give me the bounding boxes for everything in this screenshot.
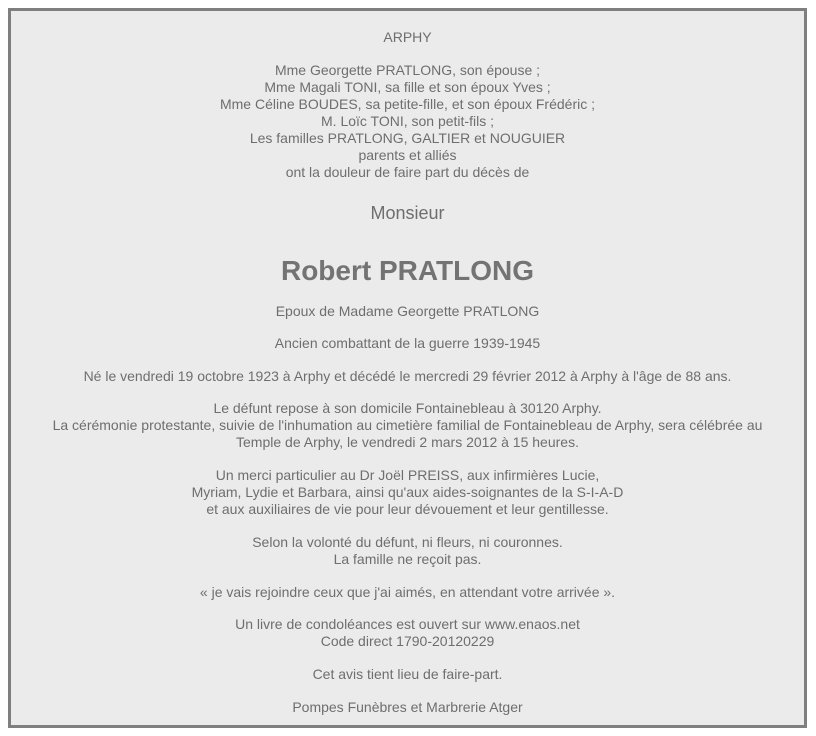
salutation: Monsieur [370, 203, 445, 223]
locality: ARPHY [383, 29, 432, 45]
wishes-line: Selon la volonté du défunt, ni fleurs, ni couronnes. [252, 534, 563, 550]
condolences-paragraph [11, 616, 804, 650]
thanks-paragraph [11, 467, 804, 518]
spouse-line: Epoux de Madame Georgette PRATLONG [275, 303, 540, 319]
condolences-line: Code direct 1790-20120229 [320, 633, 495, 649]
deceased-name: Robert PRATLONG [280, 255, 535, 286]
family-line: ont la douleur de faire part du décès de [285, 164, 530, 180]
family-line: Mme Magali TONI, sa fille et son époux Yves ; [264, 79, 551, 95]
funeral-home: Pompes Funèbres et Marbrerie Atger [292, 699, 523, 715]
family-line: parents et alliés [358, 147, 457, 163]
ceremony-line: Le défunt repose à son domicile Fontainebleau à 30120 Arphy. [213, 400, 602, 416]
ceremony-line: La cérémonie protestante, suivie de l'inhumation au cimetière familial de Fontainebleau de Arphy, sera célébrée au [52, 417, 763, 433]
family-line: Mme Georgette PRATLONG, son épouse ; [274, 62, 541, 78]
family-line: Mme Céline BOUDES, sa petite-fille, et son époux Frédéric ; [219, 96, 596, 112]
condolences-line: Un livre de condoléances est ouvert sur www.enaos.net [235, 616, 580, 632]
thanks-line: Myriam, Lydie et Barbara, ainsi qu'aux aides-soignantes de la S-I-A-D [191, 484, 624, 500]
wishes-line: La famille ne reçoit pas. [333, 551, 482, 567]
birth-death-line: Né le vendredi 19 octobre 1923 à Arphy et décédé le mercredi 29 février 2012 à Arphy à l'âge de 88 ans. [83, 368, 732, 384]
thanks-line: et aux auxiliaires de vie pour leur dévouement et leur gentillesse. [206, 501, 609, 517]
notice-content [11, 11, 804, 716]
family-line: M. Loïc TONI, son petit-fils ; [321, 113, 494, 129]
obituary-notice [8, 8, 807, 728]
quote: « je vais rejoindre ceux que j'ai aimés, en attendant votre arrivée ». [199, 584, 616, 600]
family-line: Les familles PRATLONG, GALTIER et NOUGUIER [249, 130, 566, 146]
thanks-line: Un merci particulier au Dr Joël PREISS, aux infirmières Lucie, [215, 467, 600, 483]
family-announcement [11, 62, 804, 181]
veteran-line: Ancien combattant de la guerre 1939-1945 [274, 335, 541, 351]
wishes-paragraph [11, 534, 804, 568]
notice-line: Cet avis tient lieu de faire-part. [312, 666, 503, 682]
ceremony-details [11, 400, 804, 451]
ceremony-line: Temple de Arphy, le vendredi 2 mars 2012 à 15 heures. [236, 434, 579, 450]
